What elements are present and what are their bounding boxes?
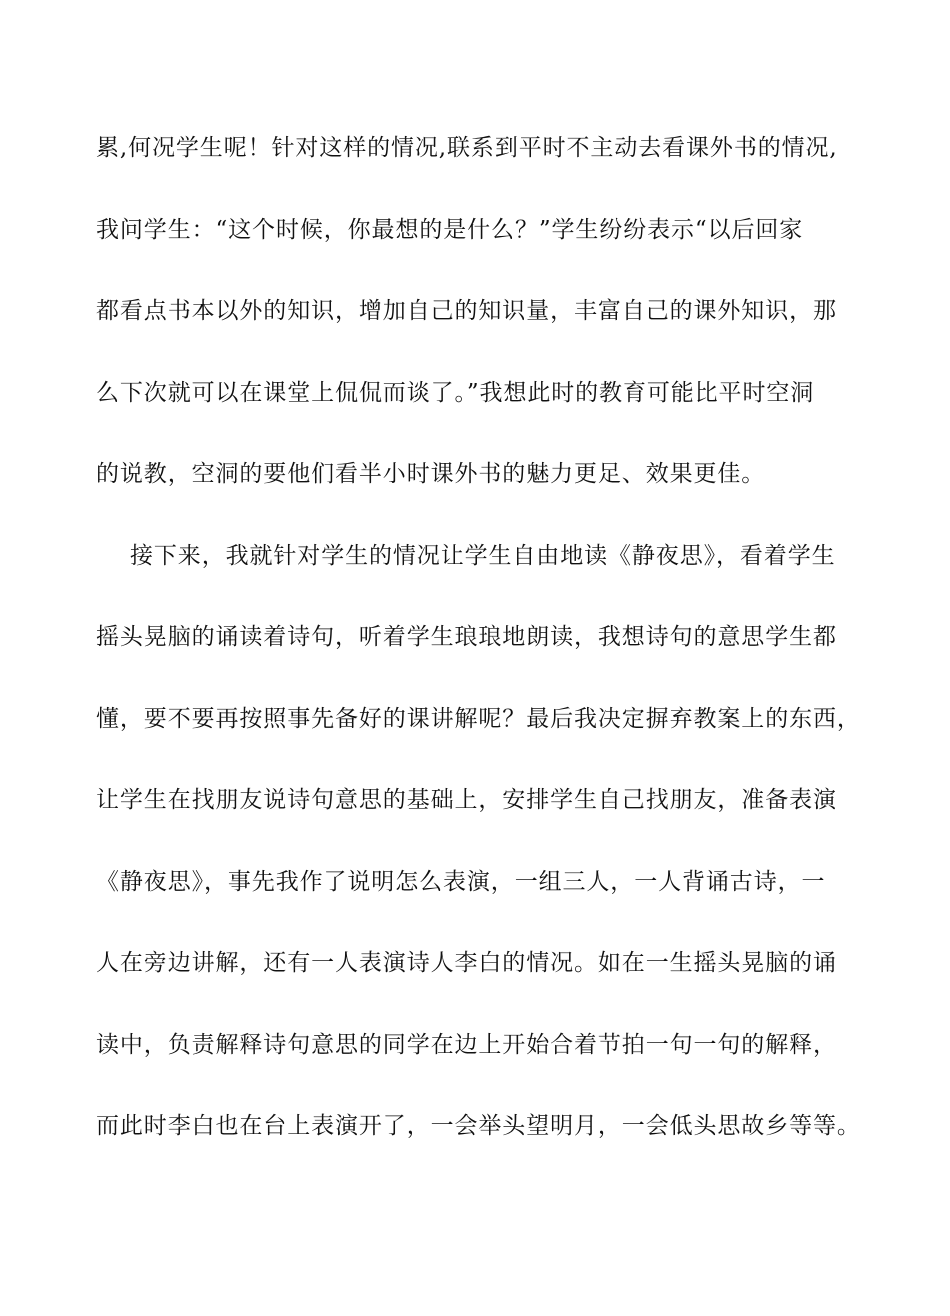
text-line-7: 摇头晃脑的诵读着诗句，听着学生琅琅地朗读，我想诗句的意思学生都 — [96, 624, 837, 650]
text-line-1: 累,何况学生呢！针对这样的情况,联系到平时不主动去看课外书的情况, — [96, 135, 838, 161]
text-line-11: 人在旁边讲解，还有一人表演诗人李白的情况。如在一生摇头晃脑的诵 — [96, 950, 837, 976]
text-line-5: 的说教，空洞的要他们看半小时课外书的魅力更足、效果更佳。 — [96, 461, 766, 487]
text-line-12: 读中，负责解释诗句意思的同学在边上开始合着节拍一句一句的解释， — [96, 1031, 837, 1058]
text-line-6-paragraph-start: 接下来，我就针对学生的情况让学生自由地读《静夜思》，看着学生 — [130, 542, 836, 569]
text-line-9: 让学生在找朋友说诗句意思的基础上，安排学生自己找朋友，准备表演 — [96, 787, 837, 813]
text-line-4: 么下次就可以在课堂上侃侃而谈了。”我想此时的教育可能比平时空洞 — [96, 379, 815, 406]
text-line-3: 都看点书本以外的知识，增加自己的知识量，丰富自己的课外知识，那 — [96, 298, 837, 324]
text-line-8: 懂，要不要再按照事先备好的课讲解呢？最后我决定摒弃教案上的东西， — [96, 705, 861, 732]
text-line-13: 而此时李白也在台上表演开了，一会举头望明月，一会低头思故乡等等。 — [96, 1113, 861, 1139]
text-line-2: 我问学生：“这个时候，你最想的是什么？”学生纷纷表示“以后回家 — [96, 216, 804, 243]
body-text — [96, 125, 866, 1185]
text-line-10: 《静夜思》，事先我作了说明怎么表演，一组三人，一人背诵古诗，一 — [96, 868, 826, 895]
